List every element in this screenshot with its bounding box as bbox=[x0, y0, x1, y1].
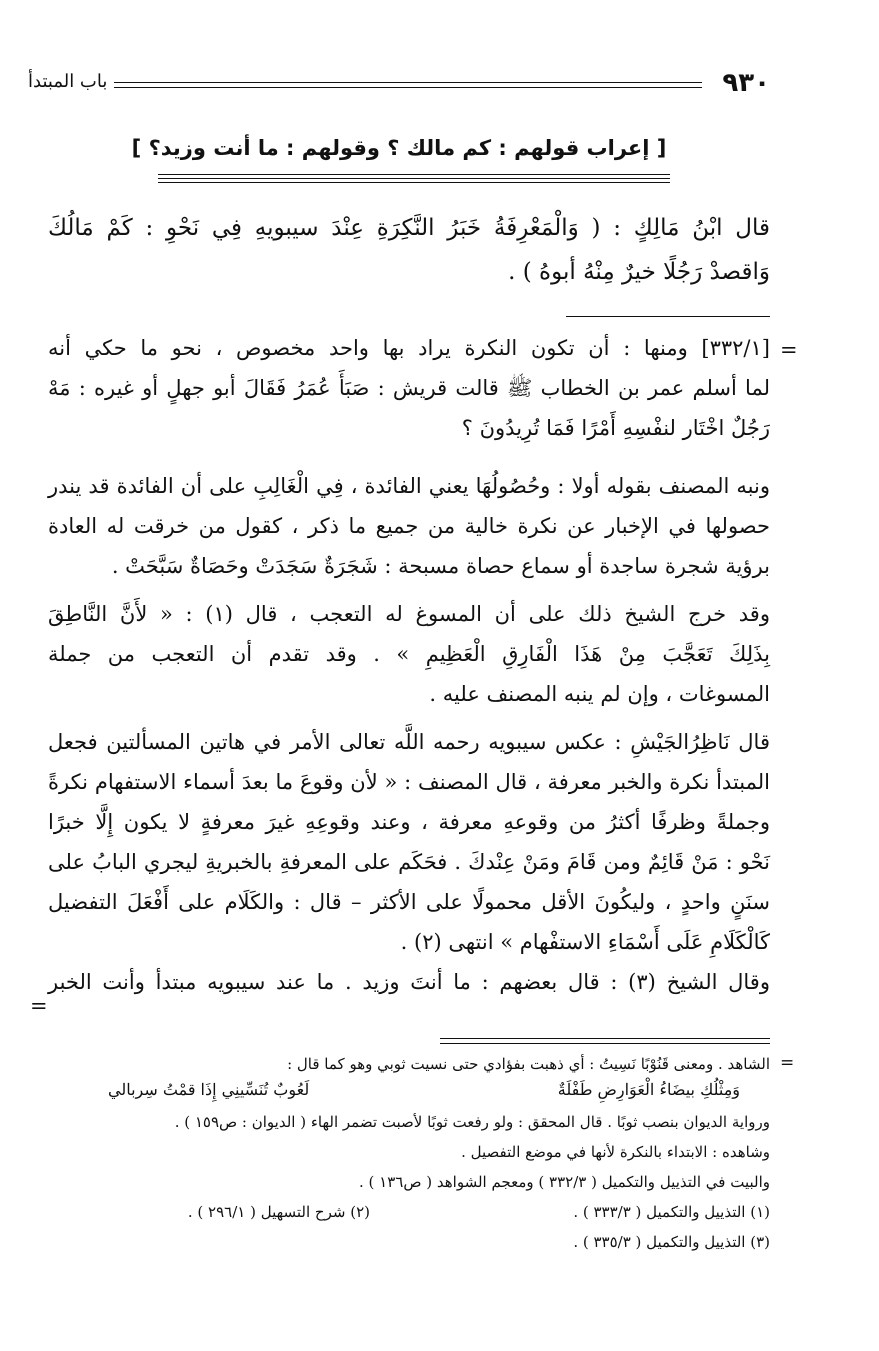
text-line: وَاقصدْ رَجُلًا خيرٌ مِنْهُ أبوهُ ) . bbox=[508, 259, 770, 285]
text-line: [٣٣٢/١] ومنها : أن تكون النكرة يراد بها واحد مخصوص ، نحو ما حكي أنه bbox=[48, 336, 770, 360]
footnote-line: ورواية الديوان بنصب ثوبًا . قال المحقق : ولو رفعت ثوبًا لأصبت تضمر الهاء ( الديوان : ص١٥٩ ) . bbox=[174, 1113, 770, 1131]
page-header bbox=[28, 60, 770, 100]
footnote-rule bbox=[440, 1038, 770, 1039]
text-line: رَجُلٌ اخْتَار لنفْسِهِ أَمْرًا فَمَا تُرِيدُونَ ؟ bbox=[461, 416, 770, 440]
text-line: قال نَاظِرُالجَيْشِ : عكس سيبويه رحمه اللَّه تعالى الأمر في هاتين المسألتين فجعل bbox=[48, 730, 770, 754]
text-line: وقد خرج الشيخ ذلك على أن المسوغ له التعجب ، قال (١) : « لأَنَّ النَّاطِقَ bbox=[48, 602, 770, 626]
continuation-mark: = bbox=[30, 994, 48, 1018]
text-line: بِذَلِكَ تَعَجَّبَ مِنْ هَذَا الْفَارِقِ الْعَظِيمِ » . وقد تقدم أن التعجب من جملة bbox=[48, 642, 770, 666]
text-line: كَالْكَلَامِ عَلَى أَسْمَاءِ الاستفْهام » انتهى (٢) . bbox=[400, 930, 770, 954]
footnotes bbox=[48, 1052, 770, 1254]
text-line: سنَنٍ واحدٍ ، وليكُونَ الأقل محمولًا على الأكثر – قال : والكَلَام على أَفْعَلَ التفضيل bbox=[48, 890, 770, 914]
text-line: حصولها في الإخبار عن نكرة خالية من جميع ما ذكر ، كقول من خرقت له العادة bbox=[48, 514, 770, 538]
footnote-1: (١) التذييل والتكميل ( ٣٣٣/٣ ) . bbox=[573, 1203, 770, 1221]
continuation-mark: = bbox=[780, 1053, 795, 1073]
footnote-3: (٣) التذييل والتكميل ( ٣٣٥/٣ ) . bbox=[573, 1233, 770, 1251]
running-title: باب المبتدأ bbox=[28, 71, 108, 92]
text-line: لما أسلم عمر بن الخطاب ﷺ قالت قريش : صَبَأَ عُمَرُ فَقَالَ أبو جهلٍ أو غيره : مَهْ bbox=[48, 376, 770, 400]
text-line: المسوغات ، وإن لم ينبه المصنف عليه . bbox=[429, 682, 770, 706]
text-line: قال ابْنُ مَالِكٍ : ( وَالْمَعْرِفَةُ خَبَرُ النَّكِرَةِ عِنْدَ سيبويهِ فِي نَحْوِ : كَمْ مَالُكَ bbox=[48, 215, 770, 241]
text-line: وقال الشيخ (٣) : قال بعضهم : ما أنتَ وزيد . ما عند سيبويه مبتدأ وأنت الخبر bbox=[48, 970, 770, 994]
text-line: برؤية شجرة ساجدة أو سماع حصاة مسبحة : شَجَرَةٌ سَجَدَتْ وحَصَاةٌ سَبَّحَتْ . bbox=[111, 554, 770, 578]
footnote-row bbox=[48, 1200, 770, 1224]
text-line: وجملةً وظرفًا أكثرُ من وقوعهِ معرفة ، وعند وقوعِهِ غيرَ معرفةٍ لا يكون إِلَّا خبرًا bbox=[48, 810, 770, 834]
text-line: نَحْو : مَنْ قَائِمٌ ومن قَامَ ومَنْ عِنْدكَ . فحَكَم على المعرفةِ بالخبريةِ ليجري البابُ على bbox=[48, 850, 770, 874]
header-rule bbox=[114, 87, 702, 88]
verse-second-hemistich: لَعُوبٌ تُنَسِّينِي إِذَا قمْتُ سِربالي bbox=[108, 1080, 310, 1099]
separator-rule bbox=[566, 316, 770, 317]
page-number: ٩٣٠ bbox=[722, 68, 770, 98]
section-title: [ إعراب قولهم : كم مالك ؟ وقولهم : ما أنت وزيد؟ ] bbox=[131, 136, 667, 160]
text-line: ونبه المصنف بقوله أولا : وحُصُولُهَا يعني الفائدة ، فِي الْغَالِبِ على أن الفائدة قد يندر bbox=[48, 474, 770, 498]
footnote-2: (٢) شرح التسهيل ( ٢٩٦/١ ) . bbox=[187, 1203, 370, 1221]
continuation-paragraph-1 bbox=[48, 328, 770, 448]
ibn-malik-text bbox=[48, 206, 770, 294]
footnote-line: وشاهده : الابتداء بالنكرة لأنها في موضع التفصيل . bbox=[461, 1143, 770, 1161]
header-rule bbox=[114, 82, 702, 83]
nazir-al-jaysh-paragraph bbox=[48, 722, 770, 1002]
text-line: المبتدأ نكرة والخبر معرفة ، قال المصنف : « لأن وقوعَ ما بعدَ أسماء الاستفهام نكرةً bbox=[48, 770, 770, 794]
footnote-line: والبيت في التذييل والتكميل ( ٣٣٢/٣ ) ومعجم الشواهد ( ص١٣٦ ) . bbox=[359, 1173, 770, 1191]
continuation-paragraph-3 bbox=[48, 594, 770, 714]
verse-first-hemistich: وَمِثْلُكِ بيضَاءُ الْعَوَارِضِ طَفْلَةٌ bbox=[557, 1080, 740, 1099]
footnote-line: الشاهد . ومعنى قَنُوْبًا نَسِيتُ : أي ذهبت بفؤادي حتى نسيت ثوبي وهو كما قال : bbox=[287, 1055, 770, 1073]
footnote-rule bbox=[440, 1043, 770, 1044]
poetry-verse bbox=[48, 1076, 770, 1104]
continuation-paragraph-2 bbox=[48, 466, 770, 586]
title-double-rule bbox=[158, 174, 670, 186]
continuation-mark: = bbox=[780, 338, 798, 362]
